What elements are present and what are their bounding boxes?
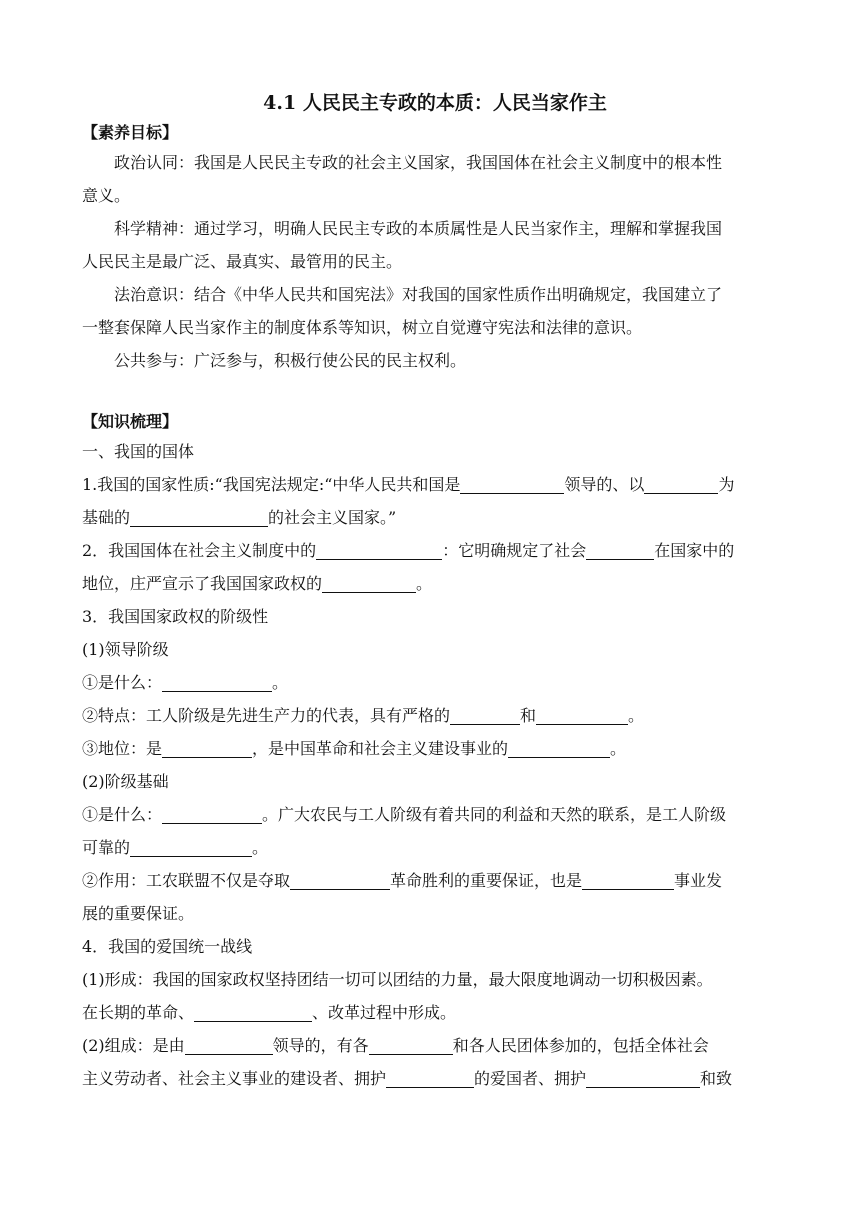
text: 。 [610, 739, 627, 758]
question-4-1-line1: (1)形成：我国的国家政权坚持团结一切可以团结的力量，最大限度地调动一切积极因素。 [82, 970, 713, 989]
fill-blank[interactable] [644, 473, 718, 494]
fill-blank[interactable] [460, 473, 564, 494]
fill-blank[interactable] [386, 1067, 474, 1088]
question-1-line2 [82, 501, 782, 534]
knowledge-heading: 【知识梳理】 [82, 412, 179, 431]
fill-blank[interactable] [316, 539, 442, 560]
fill-blank[interactable] [290, 869, 390, 890]
text: 、改革过程中形成。 [312, 1003, 457, 1022]
fill-blank[interactable] [162, 671, 272, 692]
text: 的爱国者、拥护 [474, 1069, 587, 1088]
document-page [82, 86, 782, 1095]
fill-blank[interactable] [162, 737, 252, 758]
fill-blank[interactable] [536, 704, 628, 725]
text: 。 [416, 574, 433, 593]
fill-blank[interactable] [130, 836, 252, 857]
question-3-2-b-line1 [82, 864, 782, 897]
goal-law-line1: 法治意识：结合《中华人民共和国宪法》对我国的国家性质作出明确规定，我国建立了 [114, 285, 723, 304]
fill-blank[interactable] [450, 704, 520, 725]
question-3-1-b [82, 699, 782, 732]
text: 和致 [700, 1069, 733, 1088]
text: 事业发 [674, 871, 723, 890]
question-3-title: 3．我国国家政权的阶级性 [82, 607, 269, 626]
question-3-2-b-line2: 展的重要保证。 [82, 904, 195, 923]
text: 可靠的 [82, 838, 131, 857]
question-3-2-title: (2)阶级基础 [82, 772, 169, 791]
question-4-1-line2 [82, 996, 782, 1029]
text: 。 [628, 706, 645, 725]
fill-blank[interactable] [369, 1034, 453, 1055]
fill-blank[interactable] [130, 506, 268, 527]
fill-blank[interactable] [322, 572, 416, 593]
text: 1.我国的国家性质:“我国宪法规定:“中华人民共和国是 [82, 475, 461, 494]
text: 2．我国国体在社会主义制度中的 [82, 541, 317, 560]
text: 的社会主义国家。” [268, 508, 397, 527]
question-1-line1 [82, 468, 782, 501]
text: 领导的，有各 [272, 1036, 369, 1055]
text: 。广大农民与工人阶级有着共同的利益和天然的联系，是工人阶级 [262, 805, 727, 824]
fill-blank[interactable] [508, 737, 610, 758]
question-3-2-a-line2 [82, 831, 782, 864]
goal-political-line2: 意义。 [82, 186, 131, 205]
text: ①是什么： [82, 673, 163, 692]
text: ①是什么： [82, 805, 163, 824]
text: ②特点：工人阶级是先进生产力的代表，具有严格的 [82, 706, 451, 725]
text: ，是中国革命和社会主义建设事业的 [252, 739, 509, 758]
question-4-2-line2 [82, 1062, 782, 1095]
fill-blank[interactable] [194, 1001, 312, 1022]
text: 为 [718, 475, 735, 494]
text: (2)组成：是由 [82, 1036, 185, 1055]
text: 主义劳动者、社会主义事业的建设者、拥护 [82, 1069, 387, 1088]
text: 基础的 [82, 508, 131, 527]
text: ②作用：工农联盟不仅是夺取 [82, 871, 291, 890]
text: ：它明确规定了社会 [442, 541, 587, 560]
fill-blank[interactable] [185, 1034, 273, 1055]
goals-heading: 【素养目标】 [82, 123, 179, 142]
fill-blank[interactable] [586, 1067, 700, 1088]
goal-science-line1: 科学精神：通过学习，明确人民民主专政的本质属性是人民当家作主，理解和掌握我国 [114, 219, 723, 238]
question-2-line2 [82, 567, 782, 600]
goal-public-line: 公共参与：广泛参与，积极行使公民的民主权利。 [114, 351, 467, 370]
section-national-system: 一、我国的国体 [82, 442, 195, 461]
text: 。 [252, 838, 269, 857]
question-3-1-a [82, 666, 782, 699]
goal-science-line2: 人民民主是最广泛、最真实、最管用的民主。 [82, 252, 403, 271]
goal-law-line2: 一整套保障人民当家作主的制度体系等知识，树立自觉遵守宪法和法律的意识。 [82, 318, 643, 337]
text: 和 [520, 706, 537, 725]
question-4-title: 4．我国的爱国统一战线 [82, 937, 253, 956]
question-3-1-title: (1)领导阶级 [82, 640, 169, 659]
question-2-line1 [82, 534, 782, 567]
document-title: 4.1 人民民主专政的本质：人民当家作主 [263, 92, 607, 114]
fill-blank[interactable] [162, 803, 262, 824]
text: 革命胜利的重要保证，也是 [390, 871, 583, 890]
text: 地位，庄严宣示了我国国家政权的 [82, 574, 323, 593]
spacer [82, 377, 782, 409]
text: 领导的、以 [564, 475, 645, 494]
fill-blank[interactable] [586, 539, 654, 560]
text: 在国家中的 [654, 541, 735, 560]
text: 和各人民团体参加的，包括全体社会 [452, 1036, 709, 1055]
goal-political-line1: 政治认同：我国是人民民主专政的社会主义国家，我国国体在社会主义制度中的根本性 [114, 153, 723, 172]
question-4-2-line1 [82, 1029, 782, 1062]
question-3-2-a-line1 [82, 798, 782, 831]
fill-blank[interactable] [582, 869, 674, 890]
text: 。 [272, 673, 289, 692]
text: ③地位：是 [82, 739, 163, 758]
text: 在长期的革命、 [82, 1003, 195, 1022]
question-3-1-c [82, 732, 782, 765]
